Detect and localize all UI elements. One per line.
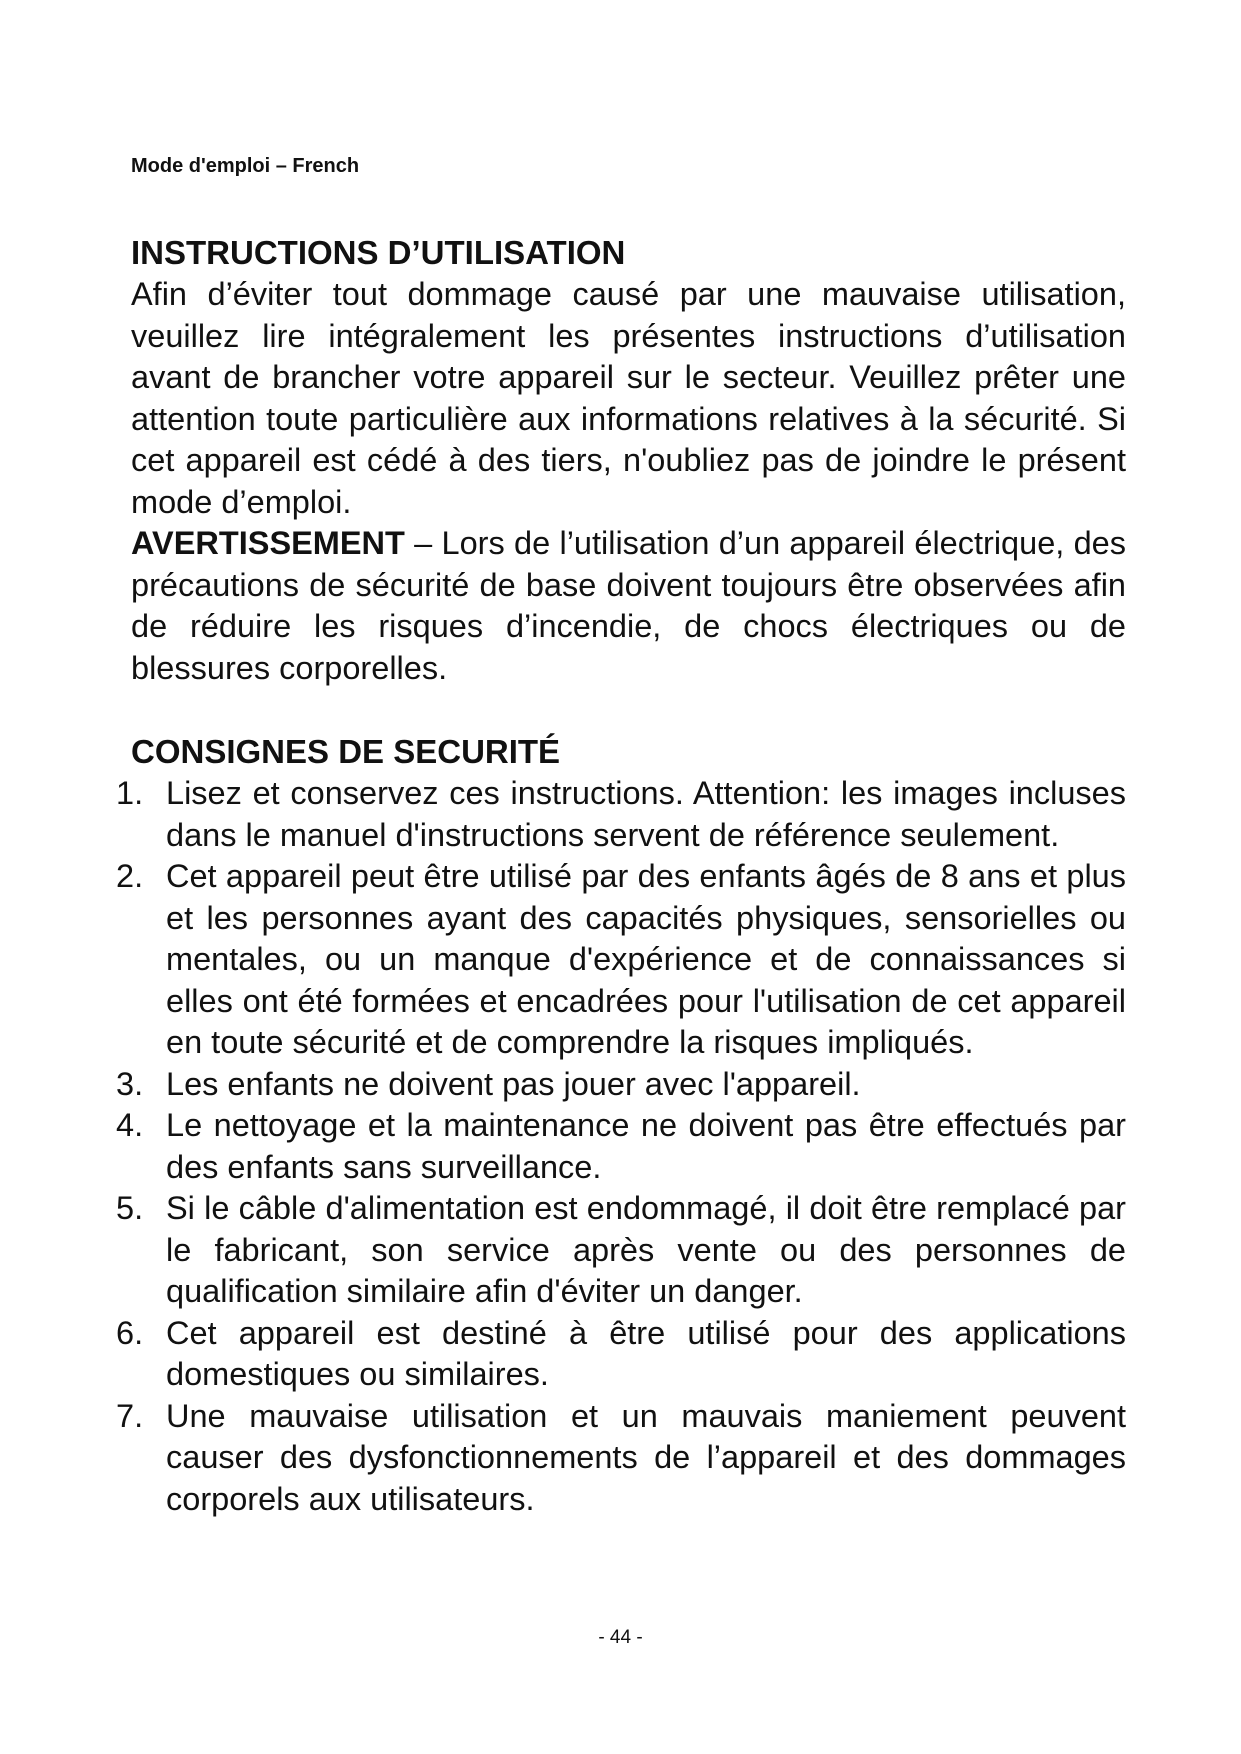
warning-paragraph [131, 523, 1126, 689]
instructions-heading: INSTRUCTIONS D’UTILISATION [131, 234, 626, 271]
list-item-text: Lisez et conservez ces instructions. Attention: les images incluses dans le manuel d'instructions servent de référence seulement. [166, 775, 1126, 853]
list-item [116, 1064, 1126, 1106]
safety-list [116, 773, 1126, 1520]
list-item-text: Cet appareil est destiné à être utilisé pour des applications domestiques ou similaires. [166, 1314, 1126, 1392]
instructions-intro: Afin d’éviter tout dommage causé par une mauvaise utilisation, veuillez lire intégralement les présentes instructions d’utilisation avant de brancher votre appareil sur le secteur. Veuillez prêter une attention toute particulière aux informations relatives à la sécurité. Si cet appareil est cédé à des tiers, n'oubliez pas de joindre le présent mode d’emploi. [131, 276, 1126, 520]
list-item-text: Une mauvaise utilisation et un mauvais maniement peuvent causer des dysfonctionnements de l’appareil et des dommages corporels aux utilisateurs. [166, 1397, 1126, 1517]
list-item-number: 2. [116, 858, 144, 894]
list-item [116, 856, 1126, 1064]
list-item-number: 4. [116, 1107, 144, 1143]
list-item-text: Cet appareil peut être utilisé par des enfants âgés de 8 ans et plus et les personnes ayant des capacités physiques, sensorielles ou mentales, ou un manque d'expérience et de connaissances si elles ont été formées et encadrées pour l'utilisation de cet appareil en toute sécurité et de comprendre la risques impliqués. [166, 858, 1126, 1060]
list-item [116, 1313, 1126, 1396]
list-item-text: Les enfants ne doivent pas jouer avec l'appareil. [166, 1065, 861, 1102]
list-item-text: Si le câble d'alimentation est endommagé, il doit être remplacé par le fabricant, son service après vente ou des personnes de qualification similaire afin d'éviter un danger. [166, 1190, 1126, 1309]
list-item [116, 1396, 1126, 1521]
list-item-number: 3. [116, 1065, 144, 1102]
warning-label: AVERTISSEMENT [131, 525, 405, 561]
list-item-number: 7. [116, 1397, 144, 1434]
list-item [116, 773, 1126, 856]
page-number: - 44 - [598, 1627, 643, 1648]
safety-heading: CONSIGNES DE SECURITÉ [131, 733, 561, 770]
list-item [116, 1105, 1126, 1188]
page-content [116, 232, 1126, 1520]
running-header: Mode d'emploi – French [131, 155, 360, 177]
warning-text: – Lors de l’utilisation d’un appareil électrique, des précautions de sécurité de base doivent toujours être observées afin de réduire les risques d’incendie, de chocs électriques ou de blessures corporelles. [131, 525, 1126, 686]
list-item [116, 1188, 1126, 1313]
list-item-text: Le nettoyage et la maintenance ne doivent pas être effectués par des enfants sans surveillance. [166, 1107, 1126, 1185]
list-item-number: 5. [116, 1190, 144, 1226]
list-item-number: 6. [116, 1314, 144, 1351]
list-item-number: 1. [116, 775, 144, 811]
